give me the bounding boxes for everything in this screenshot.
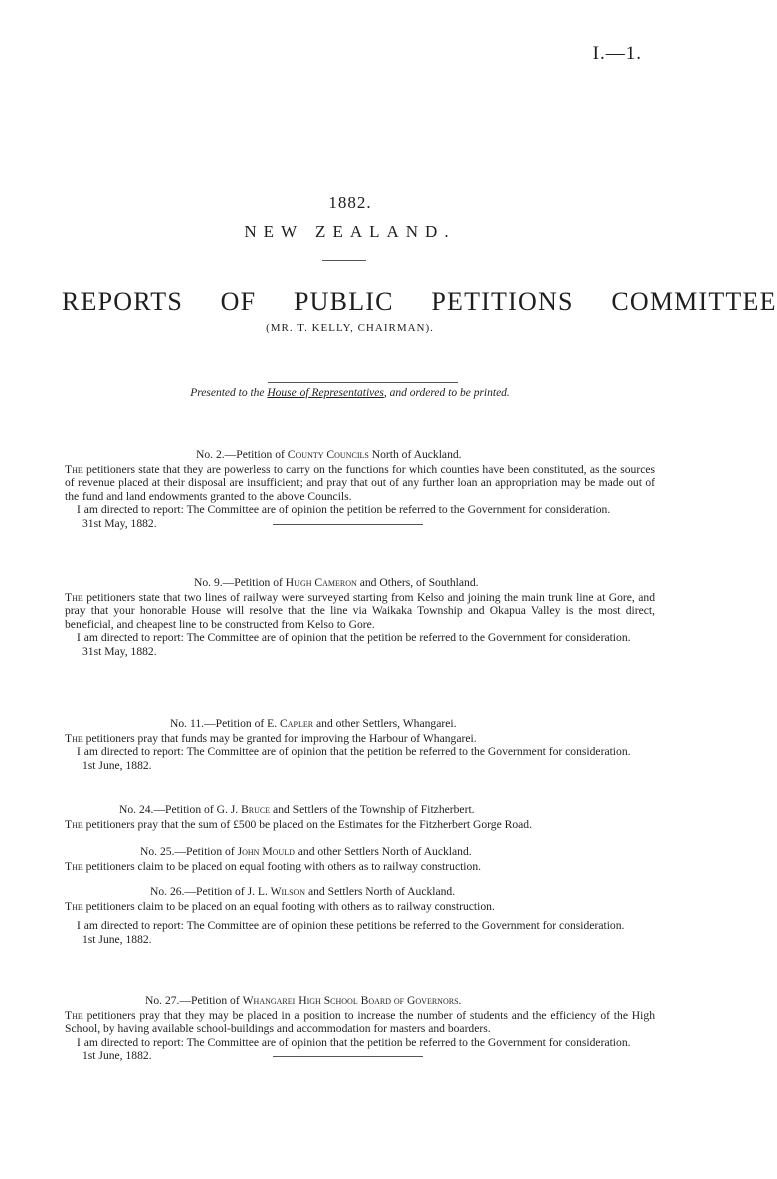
petition-no-27	[65, 994, 655, 1063]
petition-heading: No. 11.—Petition of E. Capler and other Settlers, Whangarei.	[170, 717, 457, 730]
petition-heading: No. 9.—Petition of Hugh Cameron and Others, of Southland.	[194, 576, 479, 589]
page-reference: I.—1.	[592, 43, 642, 64]
petition-body: The petitioners claim to be placed on an equal footing with others as to railway construction.	[65, 899, 495, 913]
petition-body: The petitioners claim to be placed on equal footing with others as to railway construction.	[65, 859, 482, 873]
petition-no-24	[65, 803, 655, 831]
petition-body: The petitioners pray that they may be placed in a position to increase the number of students and the efficiency of the High School, by having available school-buildings and accommodation for masters and boarders.	[65, 1008, 655, 1036]
report-date: 1st June, 1882.	[82, 758, 152, 772]
report-date: 31st May, 1882.	[65, 517, 655, 531]
report-title: REPORTS OF PUBLIC PETITIONS COMMITTEE	[62, 287, 777, 316]
petition-body: The petitioners state that two lines of railway were surveyed starting from Kelso and joining the main trunk line at Gore, and pray that your honorable House will resolve that the line via Waikaka Township and Okapua Valley is the most direct, beneficial, and cheapest line to be constructed from Kelso to Gore.	[65, 590, 655, 631]
divider	[268, 382, 458, 383]
petition-heading: No. 27.—Petition of Whangarei High School Board of Governors.	[145, 994, 462, 1007]
petition-heading: No. 25.—Petition of John Mould and other Settlers North of Auckland.	[140, 845, 472, 858]
committee-report: I am directed to report: The Committee are of opinion these petitions be referred to the Government for consideration.	[77, 919, 625, 933]
divider	[273, 1056, 423, 1057]
petition-no-9	[65, 576, 655, 659]
divider	[322, 260, 366, 261]
country-heading: NEW ZEALAND.	[244, 222, 456, 241]
report-date: 1st June, 1882.	[82, 932, 152, 946]
petition-body: The petitioners pray that funds may be granted for improving the Harbour of Whangarei.	[65, 731, 477, 745]
committee-report: I am directed to report: The Committee are of opinion that the petition be referred to the Government for consideration.	[77, 631, 631, 645]
petition-heading: No. 24.—Petition of G. J. Bruce and Settlers of the Township of Fitzherbert.	[119, 803, 475, 816]
year: 1882.	[328, 193, 372, 212]
presented-line: Presented to the House of Representatives, and ordered to be printed.	[190, 387, 510, 399]
divider	[273, 524, 423, 525]
report-date: 31st May, 1882.	[82, 644, 157, 658]
committee-report: I am directed to report: The Committee are of opinion that the petition be referred to the Government for consideration.	[77, 1035, 631, 1049]
petition-body: The petitioners pray that the sum of £500 be placed on the Estimates for the Fitzherbert Gorge Road.	[65, 817, 532, 831]
petition-no-2	[65, 448, 655, 531]
petition-heading: No. 26.—Petition of J. L. Wilson and Settlers North of Auckland.	[150, 885, 456, 898]
report-subtitle: (MR. T. KELLY, CHAIRMAN).	[266, 322, 434, 334]
petition-no-26	[65, 885, 655, 946]
petition-no-11	[65, 717, 655, 772]
petition-no-25	[65, 845, 655, 873]
petition-heading: No. 2.—Petition of County Councils North of Auckland.	[196, 448, 462, 461]
committee-report: I am directed to report: The Committee are of opinion the petition be referred to the Government for consideration.	[77, 503, 611, 517]
petition-body: The petitioners state that they are powerless to carry on the functions for which counties have been constituted, as the sources of revenue placed at their disposal are insufficient; and pray that out of any further loan an appropriation may be made out of the fund and land endowments granted to the above Councils.	[65, 462, 655, 503]
report-date: 1st June, 1882.	[65, 1049, 655, 1063]
committee-report: I am directed to report: The Committee are of opinion that the petition be referred to the Government for consideration.	[77, 745, 631, 759]
